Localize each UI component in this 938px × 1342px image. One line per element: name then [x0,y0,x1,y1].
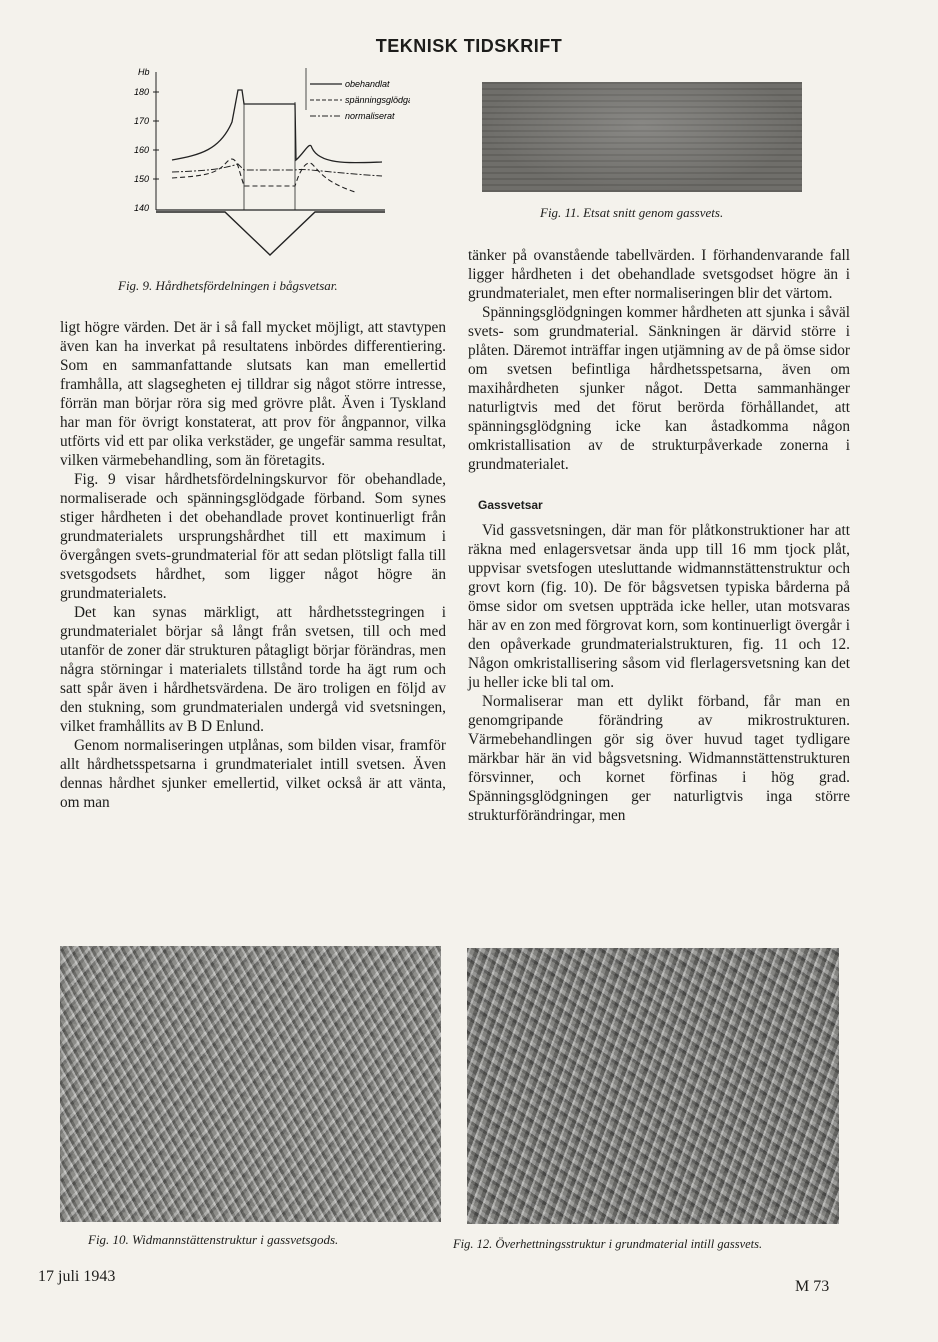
figure-9-caption: Fig. 9. Hårdhetsfördelningen i bågsvetsar. [118,278,338,293]
page-number: M 73 [795,1278,830,1295]
paragraph: Fig. 9 visar hårdhetsfördelningskurvor för obehandlade, normaliserade och spänningsglödgade förband. Som synes stiger hårdheten i det obehandlade provet kontinuerligt från grundmaterialets ursprungshårdhet till ett maximum i övergången svets-grundmaterial för att sedan plötsligt falla till svetsgodsets hårdhet, som ligger något högre än grundmaterialets. [60,471,446,602]
figure-11-photo [482,82,802,192]
paragraph: Normaliserar man ett dylikt förband, får man en genomgripande förändring av mikrostrukturen. Värmebehandlingen gör sig över huvud taget tydligare märkbar här än vid bågsvetsning. Widmannstättenstrukturen försvinner, och kornet förfinas i hög grad. Spänningsglödgningen ger naturligtvis inga större strukturförändringar, men [468,693,850,824]
left-column [60,318,446,812]
hardness-chart [120,60,410,275]
curve-normaliserat [172,164,382,176]
y-tick-170: 170 [134,116,150,126]
paragraph: Spänningsglödgningen kommer hårdheten att sjunka i såväl svets- som grundmaterial. Sänkningen är därvid större i plåten. Däremot inträffar ingen utjämning av de på ömse sidor om svetsen befintliga hårdhetsspetsarna, även om maxihårdheten sjunker något. Detta sammanhänger naturligtvis med det förut berörda förhållandet, att spänningsglödgning icke kan åstadkomma någon omkristallisation av de strukturpåverkade zonerna i grundmaterialet. [468,304,850,473]
paragraph: tänker på ovanstående tabellvärden. I förhandenvarande fall ligger hårdheten i det obehandlade svetsgodset högre än i grundmaterialet, men efter normaliseringen blir det värtom. [468,247,850,302]
right-column [468,246,850,825]
curve-spanningsglodgat [172,159,355,192]
figure-12-caption: Fig. 12. Överhettningsstruktur i grundmaterial intill gassvets. [453,1237,763,1251]
weld-profile [156,212,385,255]
journal-header: TEKNISK TIDSKRIFT [375,36,563,56]
section-heading: Gassvetsar [478,498,543,512]
y-tick-140: 140 [134,203,150,213]
footer-date: 17 juli 1943 [38,1268,116,1285]
figure-10-caption: Fig. 10. Widmannstättenstruktur i gassvetsgods. [88,1232,339,1247]
figure-12-photo [467,948,839,1224]
legend-normaliserat: normaliserat [345,111,395,121]
legend-obehandlat: obehandlat [345,79,390,89]
legend-spanningsglodgat: spänningsglödgat [345,95,410,105]
paragraph: Genom normaliseringen utplånas, som bilden visar, framför allt hårdhetsspetsarna i grundmaterialet intill svetsen. Även dennas hårdhet sjunker emellertid, vilket också är att vänta, om man [60,737,446,811]
y-unit-label: Hb [138,67,150,77]
y-tick-150: 150 [134,174,150,184]
figure-10-photo [60,946,441,1222]
y-tick-160: 160 [134,145,150,155]
paragraph: ligt högre värden. Det är i så fall mycket möjligt, att stavtypen även kan ha inverkat på resultatens inbördes differentiering. Som en sammanfattande slutsats kan man emellertid framhålla, att slagsegheten ej tilldrar sig något större intresse, förrän man börjar röra sig med grövre plåt. Även i Tyskland har man för övrigt konstaterat, att prov för ångpannor, vilka utförts vid ett par olika verkstäder, ge ungefär samma resultat, vilken värmebehandling, som än företagits. [60,319,446,469]
figure-9 [120,60,410,275]
paragraph: Det kan synas märkligt, att hårdhetsstegringen i grundmaterialet börjar så långt från svetsen, till och med utanför de zoner där strukturen påtagligt börjar förändras, men några störningar i materialets tillstånd torde ha ägt rum och satt spår även i hårdhetsvärdena. De äro troligen en följd av den stukning, som grundmaterialen undergå vid svetsningen, vilket framhållits av B D Enlund. [60,604,446,735]
y-tick-180: 180 [134,87,150,97]
paragraph: Vid gassvetsningen, där man för plåtkonstruktioner har att räkna med enlagersvetsar ända upp till 16 mm tjock plåt, uppvisar svetsfogen utesluttande widmannstättenstruktur och grovt korn (fig. 10). De för bågsvetsen typiska bårderna på ömse sidor om svetsen uppträda icke heller, utan motsvaras här av en zon med förgrovat korn, som kontinuerligt övergår i den opåverkade grundmaterialstrukturen, fig. 11 och 12. Någon omkristallisering såsom vid flerlagersvetsning kan det ju heller icke bli tal om. [468,522,850,691]
figure-11-caption: Fig. 11. Etsat snitt genom gassvets. [540,205,724,220]
